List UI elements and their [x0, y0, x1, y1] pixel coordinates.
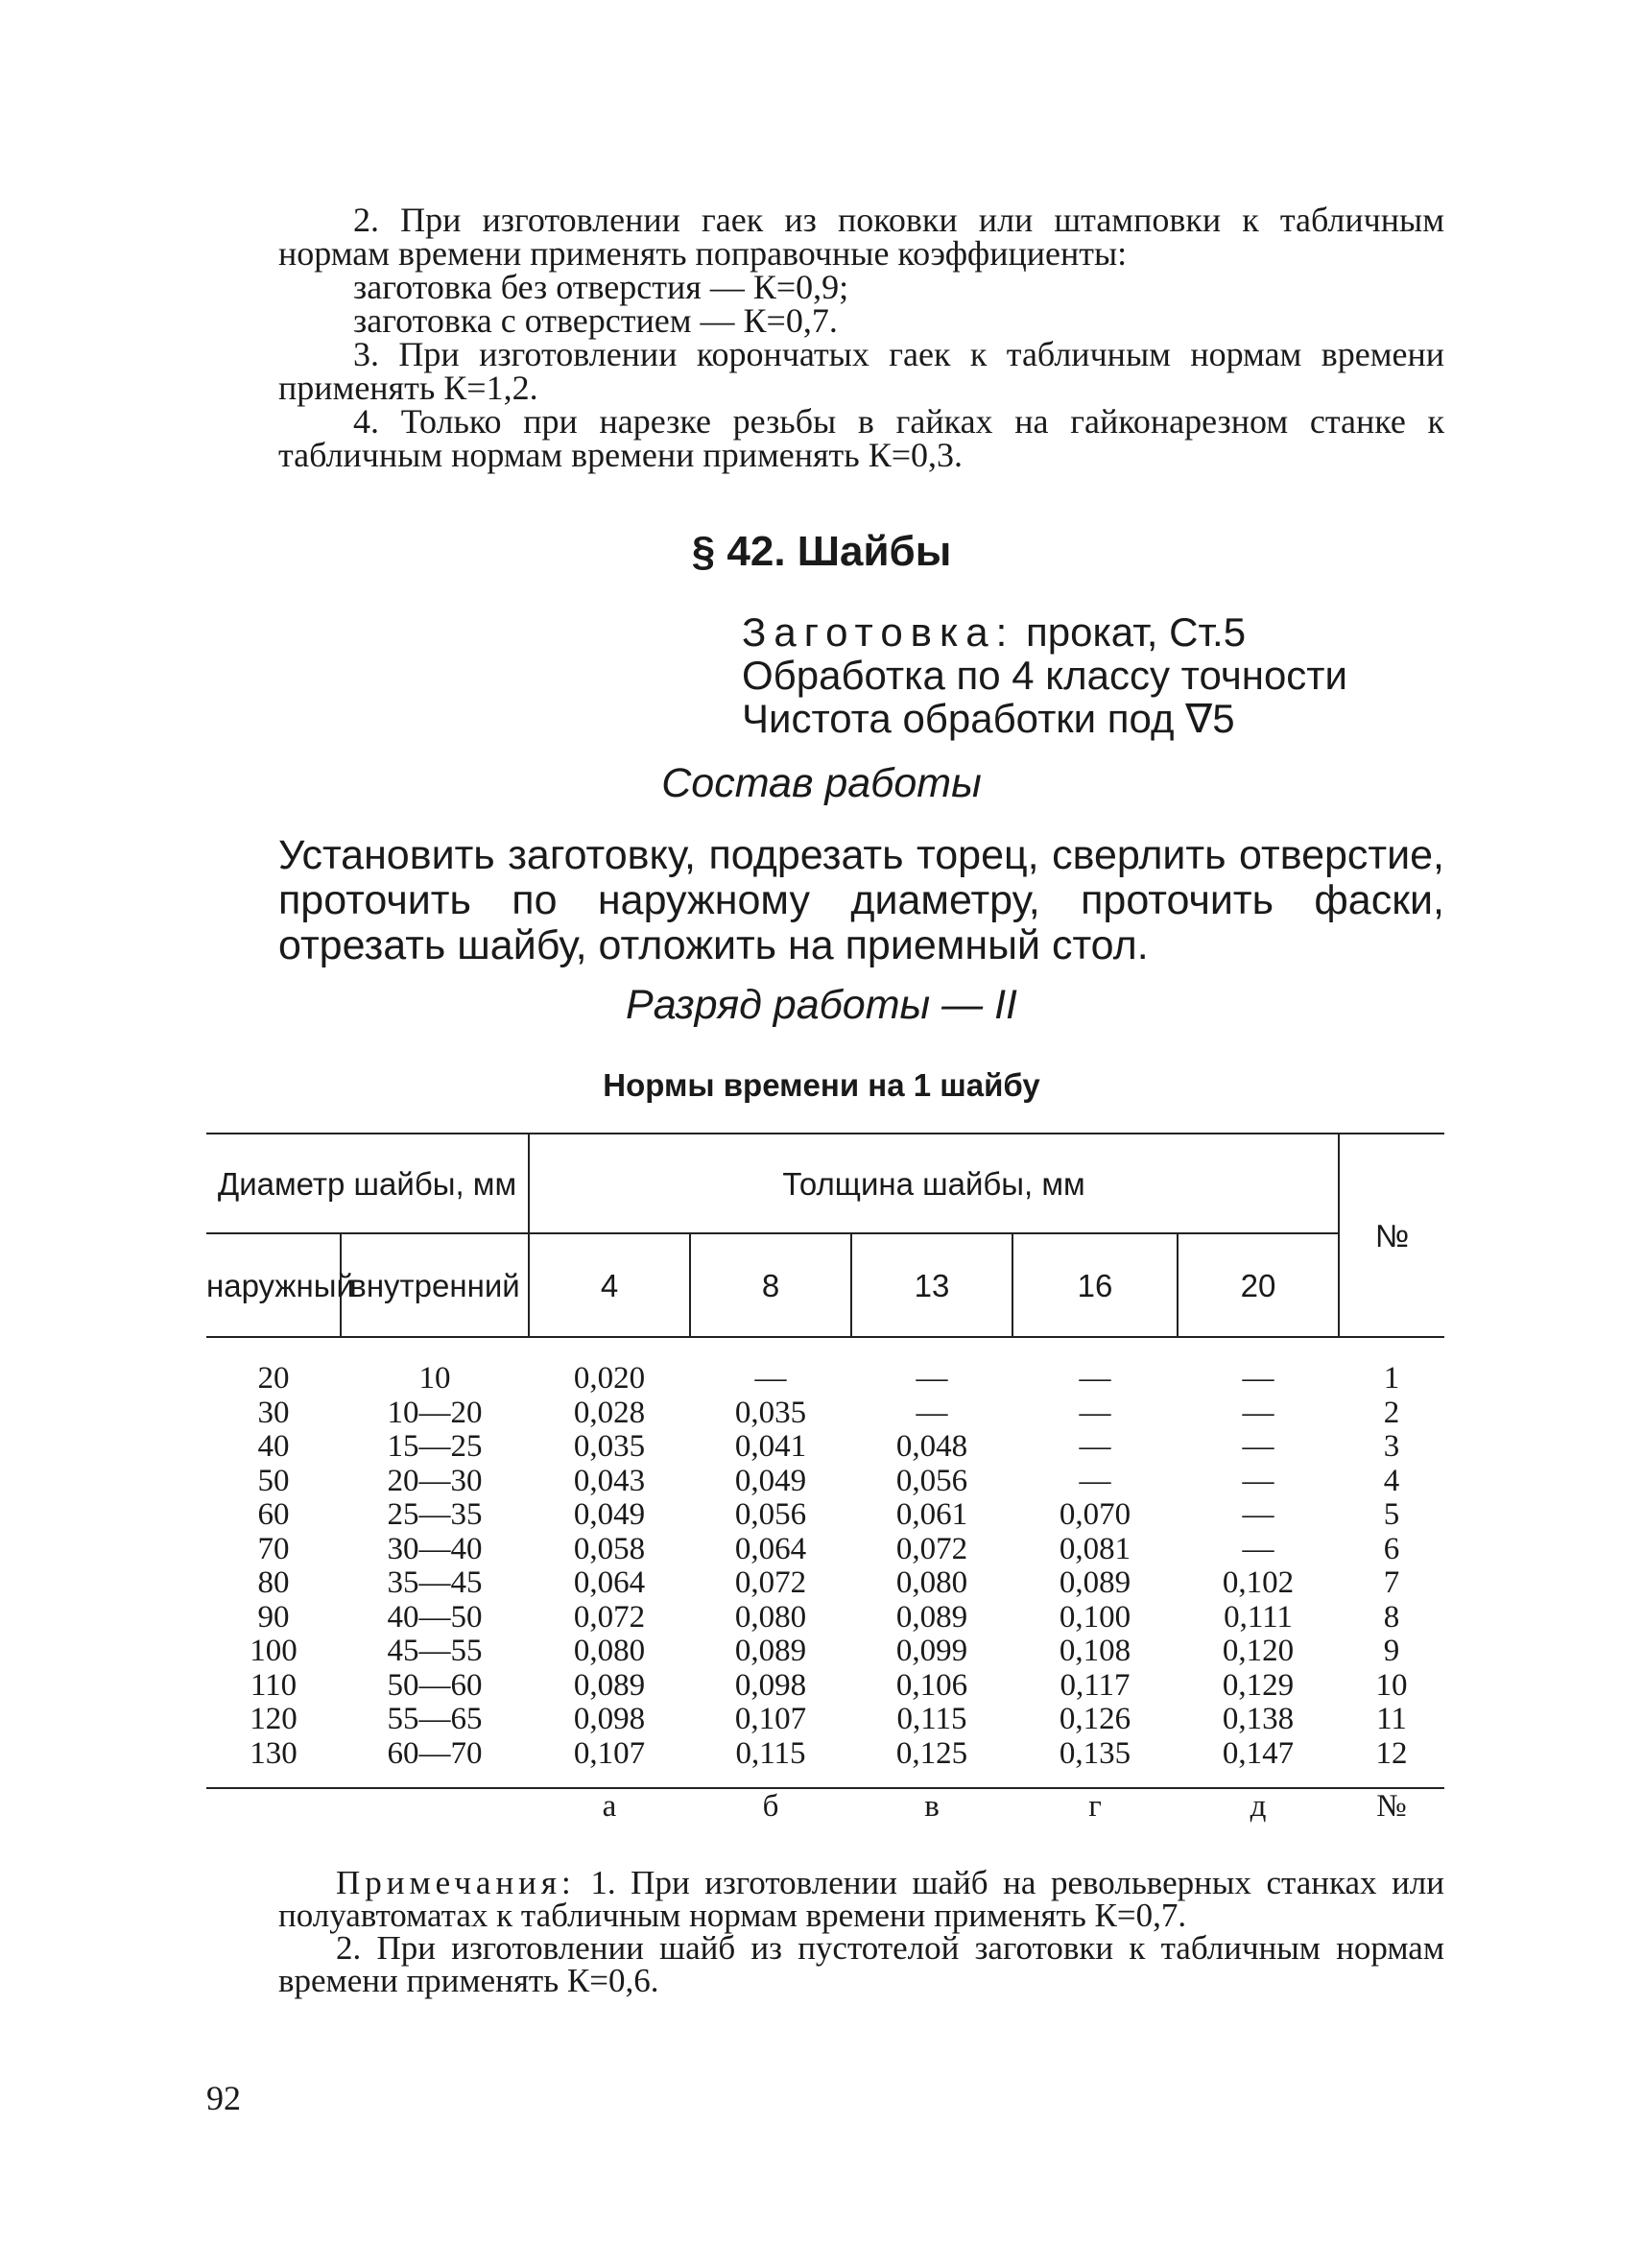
footer-letter-v: в — [851, 1788, 1012, 1825]
bottom-note-1 — [278, 1864, 1445, 1934]
footer-letter-a: а — [529, 1788, 690, 1825]
cell-row-numbers: 7 — [1383, 1565, 1400, 1600]
note-4: 4. Только при нарезке резьбы в гайках на гайконарезном станке к табличным нормам времени применять К=0,3. — [278, 402, 1444, 474]
thickness-4: 4 — [529, 1233, 690, 1337]
cell-col-16: 0,108 — [1059, 1634, 1131, 1668]
cell-col-8: 0,041 — [734, 1429, 807, 1464]
cell-col-13: 0,125 — [895, 1735, 968, 1771]
bottom-note-2: 2. При изготовлении шайб из пустотелой заготовки к табличным нормам времени применять К=0,6. — [278, 1929, 1444, 1999]
cell-outer: 70 — [257, 1531, 290, 1566]
cell-col-20: 0,138 — [1222, 1702, 1295, 1736]
cell-row-numbers: 6 — [1383, 1531, 1400, 1566]
cell-row-numbers: 4 — [1383, 1463, 1400, 1498]
table-row — [206, 1430, 1444, 1465]
cell-col-13: 0,056 — [895, 1463, 968, 1498]
cell-col-4: 0,072 — [573, 1599, 646, 1635]
cell-inner: 25—35 — [387, 1497, 483, 1532]
footer-letter-b: б — [690, 1788, 851, 1825]
cell-outer: 40 — [257, 1429, 290, 1464]
cell-col-4: 0,107 — [573, 1735, 646, 1771]
cell-row-numbers: 8 — [1383, 1599, 1400, 1635]
notes-label: Примечания: — [336, 1864, 576, 1901]
top-notes — [278, 203, 1444, 472]
cell-col-20: — — [1242, 1361, 1274, 1396]
table-row — [206, 1737, 1444, 1772]
cell-col-4: 0,058 — [573, 1531, 646, 1566]
page-number: 92 — [206, 2079, 241, 2117]
cell-outer: 120 — [250, 1702, 298, 1736]
cell-col-20: 0,147 — [1222, 1735, 1295, 1771]
cell-col-16: — — [1079, 1361, 1111, 1396]
cell-col-13: — — [916, 1395, 948, 1430]
cell-col-16: 0,100 — [1059, 1599, 1131, 1635]
cell-outer: 60 — [257, 1497, 290, 1532]
cell-col-4: 0,089 — [573, 1667, 646, 1703]
cell-row-numbers: 2 — [1383, 1395, 1400, 1430]
cell-col-13: 0,072 — [895, 1531, 968, 1566]
cell-outer: 110 — [250, 1667, 298, 1703]
cell-col-20: — — [1242, 1497, 1274, 1532]
cell-outer: 100 — [250, 1634, 298, 1668]
cell-col-16: — — [1079, 1463, 1111, 1498]
cell-col-16: — — [1079, 1395, 1111, 1430]
cell-col-8: 0,035 — [734, 1395, 807, 1430]
cell-col-4: 0,035 — [573, 1429, 646, 1464]
cell-inner: 10—20 — [387, 1395, 483, 1430]
bottom-note-1-text: 1. При изготовлении шайб на револьверных станках или полуавтоматах к табличным нормам времени применять К=0,7. — [278, 1864, 1445, 1934]
cell-inner: 40—50 — [387, 1599, 483, 1635]
cell-col-8: 0,072 — [734, 1565, 807, 1600]
inner-header: внутренний — [341, 1233, 529, 1337]
cell-inner: 10 — [418, 1361, 451, 1396]
table-row — [206, 1566, 1444, 1601]
cell-col-20: 0,120 — [1222, 1634, 1295, 1668]
cell-outer: 30 — [257, 1395, 290, 1430]
cell-outer: 130 — [250, 1735, 298, 1771]
cell-col-20: — — [1242, 1463, 1274, 1498]
cell-col-13: 0,048 — [895, 1429, 968, 1464]
cell-col-8: 0,115 — [735, 1735, 806, 1771]
cell-row-numbers: 3 — [1383, 1429, 1400, 1464]
spec-block — [742, 610, 1347, 740]
cell-inner: 15—25 — [387, 1429, 483, 1464]
cell-col-4: 0,043 — [573, 1463, 646, 1498]
norms-table — [206, 1133, 1444, 1825]
cell-inner: 60—70 — [387, 1735, 483, 1771]
cell-row-numbers: 1 — [1383, 1361, 1400, 1396]
cell-row-numbers: 12 — [1375, 1735, 1408, 1771]
number-header: № — [1339, 1134, 1444, 1337]
cell-col-13: — — [916, 1361, 948, 1396]
table-row — [206, 1362, 1444, 1397]
cell-row-numbers: 10 — [1375, 1667, 1408, 1703]
bottom-notes — [278, 1864, 1445, 1999]
work-text: Установить заготовку, подрезать торец, сверлить отверстие, проточить по наружному диаметру, проточить фаски, отрезать шайбу, отложить на приемный стол. — [278, 832, 1444, 968]
table-row — [206, 1669, 1444, 1704]
cell-inner: 55—65 — [387, 1702, 483, 1736]
cell-col-16: 0,135 — [1059, 1735, 1131, 1771]
cell-outer: 90 — [257, 1599, 290, 1635]
section-title: § 42. Шайбы — [691, 528, 952, 575]
cell-col-4: 0,049 — [573, 1497, 646, 1532]
cell-outer: 20 — [257, 1361, 290, 1396]
cell-inner: 50—60 — [387, 1667, 483, 1703]
cell-inner: 35—45 — [387, 1565, 483, 1600]
cell-col-8: 0,064 — [734, 1531, 807, 1566]
note-2: 2. При изготовлении гаек из поковки или штамповки к табличным нормам времени применять поправочные коэффициенты: — [278, 201, 1444, 273]
cell-col-16: 0,126 — [1059, 1702, 1131, 1736]
cell-col-4: 0,080 — [573, 1634, 646, 1668]
cell-row-numbers: 11 — [1376, 1702, 1407, 1736]
footer-letter-d: д — [1178, 1788, 1339, 1825]
cell-col-8: 0,049 — [734, 1463, 807, 1498]
thickness-20: 20 — [1178, 1233, 1339, 1337]
cell-col-8: 0,089 — [734, 1634, 807, 1668]
thickness-16: 16 — [1012, 1233, 1178, 1337]
cell-row-numbers: 5 — [1383, 1497, 1400, 1532]
cell-col-4: 0,098 — [573, 1702, 646, 1736]
cell-inner: 20—30 — [387, 1463, 483, 1498]
cell-col-20: — — [1242, 1429, 1274, 1464]
table-row — [206, 1635, 1444, 1669]
spec-line-1 — [742, 610, 1347, 654]
cell-col-8: 0,080 — [734, 1599, 807, 1635]
note-2-item-1: заготовка без отверстия — К=0,9; — [353, 268, 849, 306]
cell-col-16: — — [1079, 1429, 1111, 1464]
cell-col-20: — — [1242, 1531, 1274, 1566]
cell-col-13: 0,099 — [895, 1634, 968, 1668]
cell-col-8: 0,107 — [734, 1702, 807, 1736]
table-row — [206, 1533, 1444, 1567]
cell-col-13: 0,115 — [896, 1702, 967, 1736]
cell-col-16: 0,089 — [1059, 1565, 1131, 1600]
cell-inner: 30—40 — [387, 1531, 483, 1566]
cell-row-numbers: 9 — [1383, 1634, 1400, 1668]
spec-line-3: Чистота обработки под ∇5 — [742, 696, 1235, 741]
table-row — [206, 1465, 1444, 1499]
footer-number: № — [1339, 1788, 1444, 1825]
footer-letter-g: г — [1012, 1788, 1178, 1825]
table-row — [206, 1601, 1444, 1635]
thickness-13: 13 — [851, 1233, 1012, 1337]
cell-col-20: 0,102 — [1222, 1565, 1295, 1600]
table-row — [206, 1397, 1444, 1431]
table-row — [206, 1498, 1444, 1533]
spec-line-2: Обработка по 4 классу точности — [742, 653, 1348, 698]
diameter-header: Диаметр шайбы, мм — [206, 1134, 529, 1233]
cell-col-16: 0,081 — [1059, 1531, 1131, 1566]
cell-col-8: 0,056 — [734, 1497, 807, 1532]
spec-label: Заготовка: — [742, 609, 1015, 655]
spec-value: прокат, Ст.5 — [1026, 609, 1247, 655]
note-2-item-2: заготовка с отверстием — К=0,7. — [353, 301, 838, 340]
outer-header: наружный — [206, 1233, 341, 1337]
table-row — [206, 1703, 1444, 1737]
thickness-header: Толщина шайбы, мм — [529, 1134, 1339, 1233]
work-heading: Состав работы — [661, 760, 982, 806]
cell-col-20: — — [1242, 1395, 1274, 1430]
grade-heading: Разряд работы — II — [626, 982, 1017, 1028]
cell-col-13: 0,106 — [895, 1667, 968, 1703]
note-3: 3. При изготовлении корончатых гаек к табличным нормам времени применять К=1,2. — [278, 335, 1444, 407]
cell-outer: 50 — [257, 1463, 290, 1498]
cell-outer: 80 — [257, 1565, 290, 1600]
cell-col-13: 0,089 — [895, 1599, 968, 1635]
table-caption: Нормы времени на 1 шайбу — [603, 1067, 1040, 1103]
cell-col-20: 0,129 — [1222, 1667, 1295, 1703]
thickness-8: 8 — [690, 1233, 851, 1337]
cell-col-4: 0,028 — [573, 1395, 646, 1430]
cell-col-16: 0,070 — [1059, 1497, 1131, 1532]
cell-col-13: 0,080 — [895, 1565, 968, 1600]
cell-col-20: 0,111 — [1224, 1599, 1293, 1635]
cell-inner: 45—55 — [387, 1634, 483, 1668]
cell-col-8: — — [754, 1361, 787, 1396]
cell-col-4: 0,064 — [573, 1565, 646, 1600]
cell-col-13: 0,061 — [895, 1497, 968, 1532]
cell-col-4: 0,020 — [573, 1361, 646, 1396]
cell-col-16: 0,117 — [1060, 1667, 1131, 1703]
cell-col-8: 0,098 — [734, 1667, 807, 1703]
